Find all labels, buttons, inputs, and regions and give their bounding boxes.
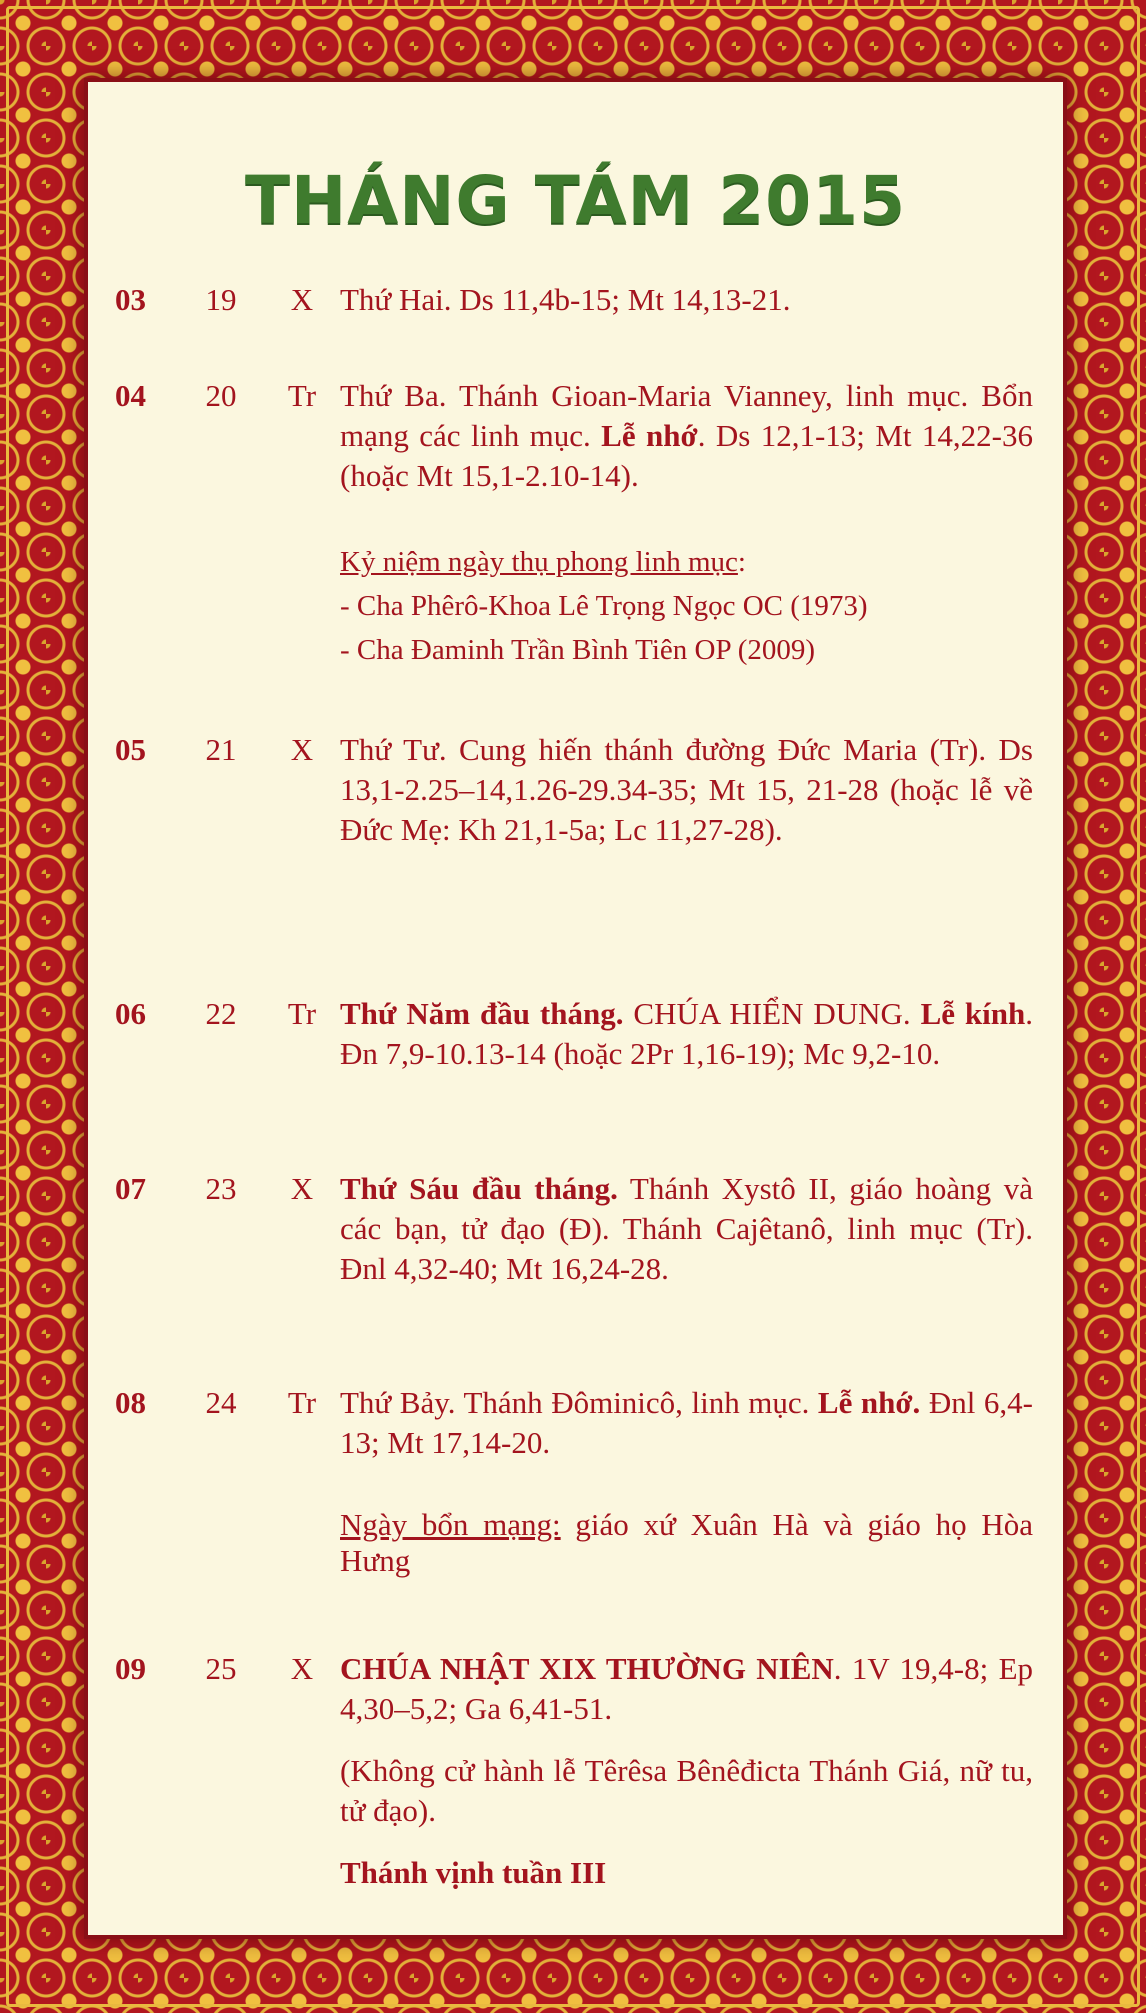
lunar-day: 23 — [205, 1171, 237, 1206]
liturgical-color: Tr — [287, 378, 317, 413]
liturgical-color: X — [290, 1651, 314, 1686]
patron-day-text: giáo xứ Xuân Hà và giáo họ Hòa Hưng — [340, 1507, 1033, 1578]
day-number: 07 — [115, 1171, 146, 1206]
lunar-day: 25 — [205, 1651, 237, 1686]
liturgical-color: Tr — [287, 996, 317, 1031]
entry-line: Thứ Tư. Cung hiến thánh đường Đức Maria (Tr). Ds 13,1-2.25–14,1.26-29.34-35; Mt 15, 21-28 (hoặc lễ về Đức Mẹ: Kh 21,1-5a; Lc 11,27-28). — [340, 732, 1033, 847]
readings: . Ds 12,1-13; Mt 14,22-36 (hoặc Mt 15,1-2.10-14). — [340, 418, 1033, 493]
liturgical-color: Tr — [287, 1385, 317, 1420]
lunar-day: 24 — [205, 1385, 237, 1420]
day-number: 08 — [115, 1385, 146, 1420]
lunar-day: 19 — [205, 282, 237, 317]
entry-text — [340, 1383, 1033, 1579]
lunar-day: 22 — [205, 996, 237, 1031]
feast-rank: Lễ kính — [920, 996, 1026, 1031]
lunar-day: 21 — [205, 732, 237, 767]
entry-text — [340, 994, 1033, 1074]
liturgical-color: X — [290, 732, 314, 767]
entry-text — [340, 376, 1033, 672]
entry-text-part: Thứ Ba. Thánh Gioan-Maria Vianney, linh mục. Bổn mạng các linh mục. — [340, 378, 1033, 453]
entry-text — [340, 280, 1033, 320]
page-title: THÁNG TÁM 2015 — [244, 162, 907, 239]
entry-text-part: Thứ Bảy. Thánh Đôminicô, linh mục. — [340, 1385, 818, 1420]
sunday-title: CHÚA NHẬT XIX THƯỜNG NIÊN — [340, 1651, 834, 1686]
patron-day-label: Ngày bổn mạng: — [340, 1507, 561, 1542]
day-number: 03 — [115, 282, 146, 317]
colon: : — [737, 546, 746, 578]
readings: Đnl 6,4-13; Mt 17,14-20. — [340, 1385, 1033, 1460]
note: (Không cử hành lễ Têrêsa Bênêđicta Thánh Giá, nữ tu, tử đạo). — [340, 1753, 1033, 1828]
day-title: Thứ Năm đầu tháng. — [340, 996, 624, 1031]
lunar-day: 20 — [205, 378, 237, 413]
day-number: 05 — [115, 732, 146, 767]
day-title: Thứ Sáu đầu tháng. — [340, 1171, 618, 1206]
ordination-anniversary-label: Kỷ niệm ngày thụ phong linh mục — [340, 546, 738, 578]
liturgical-color: X — [290, 1171, 314, 1206]
day-number: 09 — [115, 1651, 146, 1686]
readings: . Đn 7,9-10.13-14 (hoặc 2Pr 1,16-19); Mc 9,2-10. — [340, 996, 1033, 1071]
anniversary-item: - Cha Đaminh Trần Bình Tiên OP (2009) — [340, 634, 816, 666]
day-number: 06 — [115, 996, 146, 1031]
entry-text — [340, 1649, 1033, 1893]
feast-name: CHÚA HIỂN DUNG. — [623, 996, 921, 1031]
readings: . 1V 19,4-8; Ep 4,30–5,2; Ga 6,41-51. — [340, 1651, 1034, 1726]
entry-line: Thứ Hai. Ds 11,4b-15; Mt 14,13-21. — [340, 282, 791, 317]
entry-text — [340, 730, 1033, 850]
calendar-page — [88, 82, 1063, 1935]
feast-rank: Lễ nhớ. — [817, 1385, 921, 1420]
liturgical-color: X — [290, 282, 314, 317]
feast-rank: Lễ nhớ — [601, 418, 698, 453]
day-number: 04 — [115, 378, 146, 413]
psalter-week: Thánh vịnh tuần III — [340, 1855, 607, 1890]
entry-text — [340, 1169, 1033, 1289]
anniversary-item: - Cha Phêrô-Khoa Lê Trọng Ngọc OC (1973) — [340, 590, 868, 622]
entry-text-part: Thánh Xystô II, giáo hoàng và các bạn, tử đạo (Đ). Thánh Cajêtanô, linh mục (Tr). Đnl 4,32-40; Mt 16,24-28. — [340, 1171, 1033, 1286]
